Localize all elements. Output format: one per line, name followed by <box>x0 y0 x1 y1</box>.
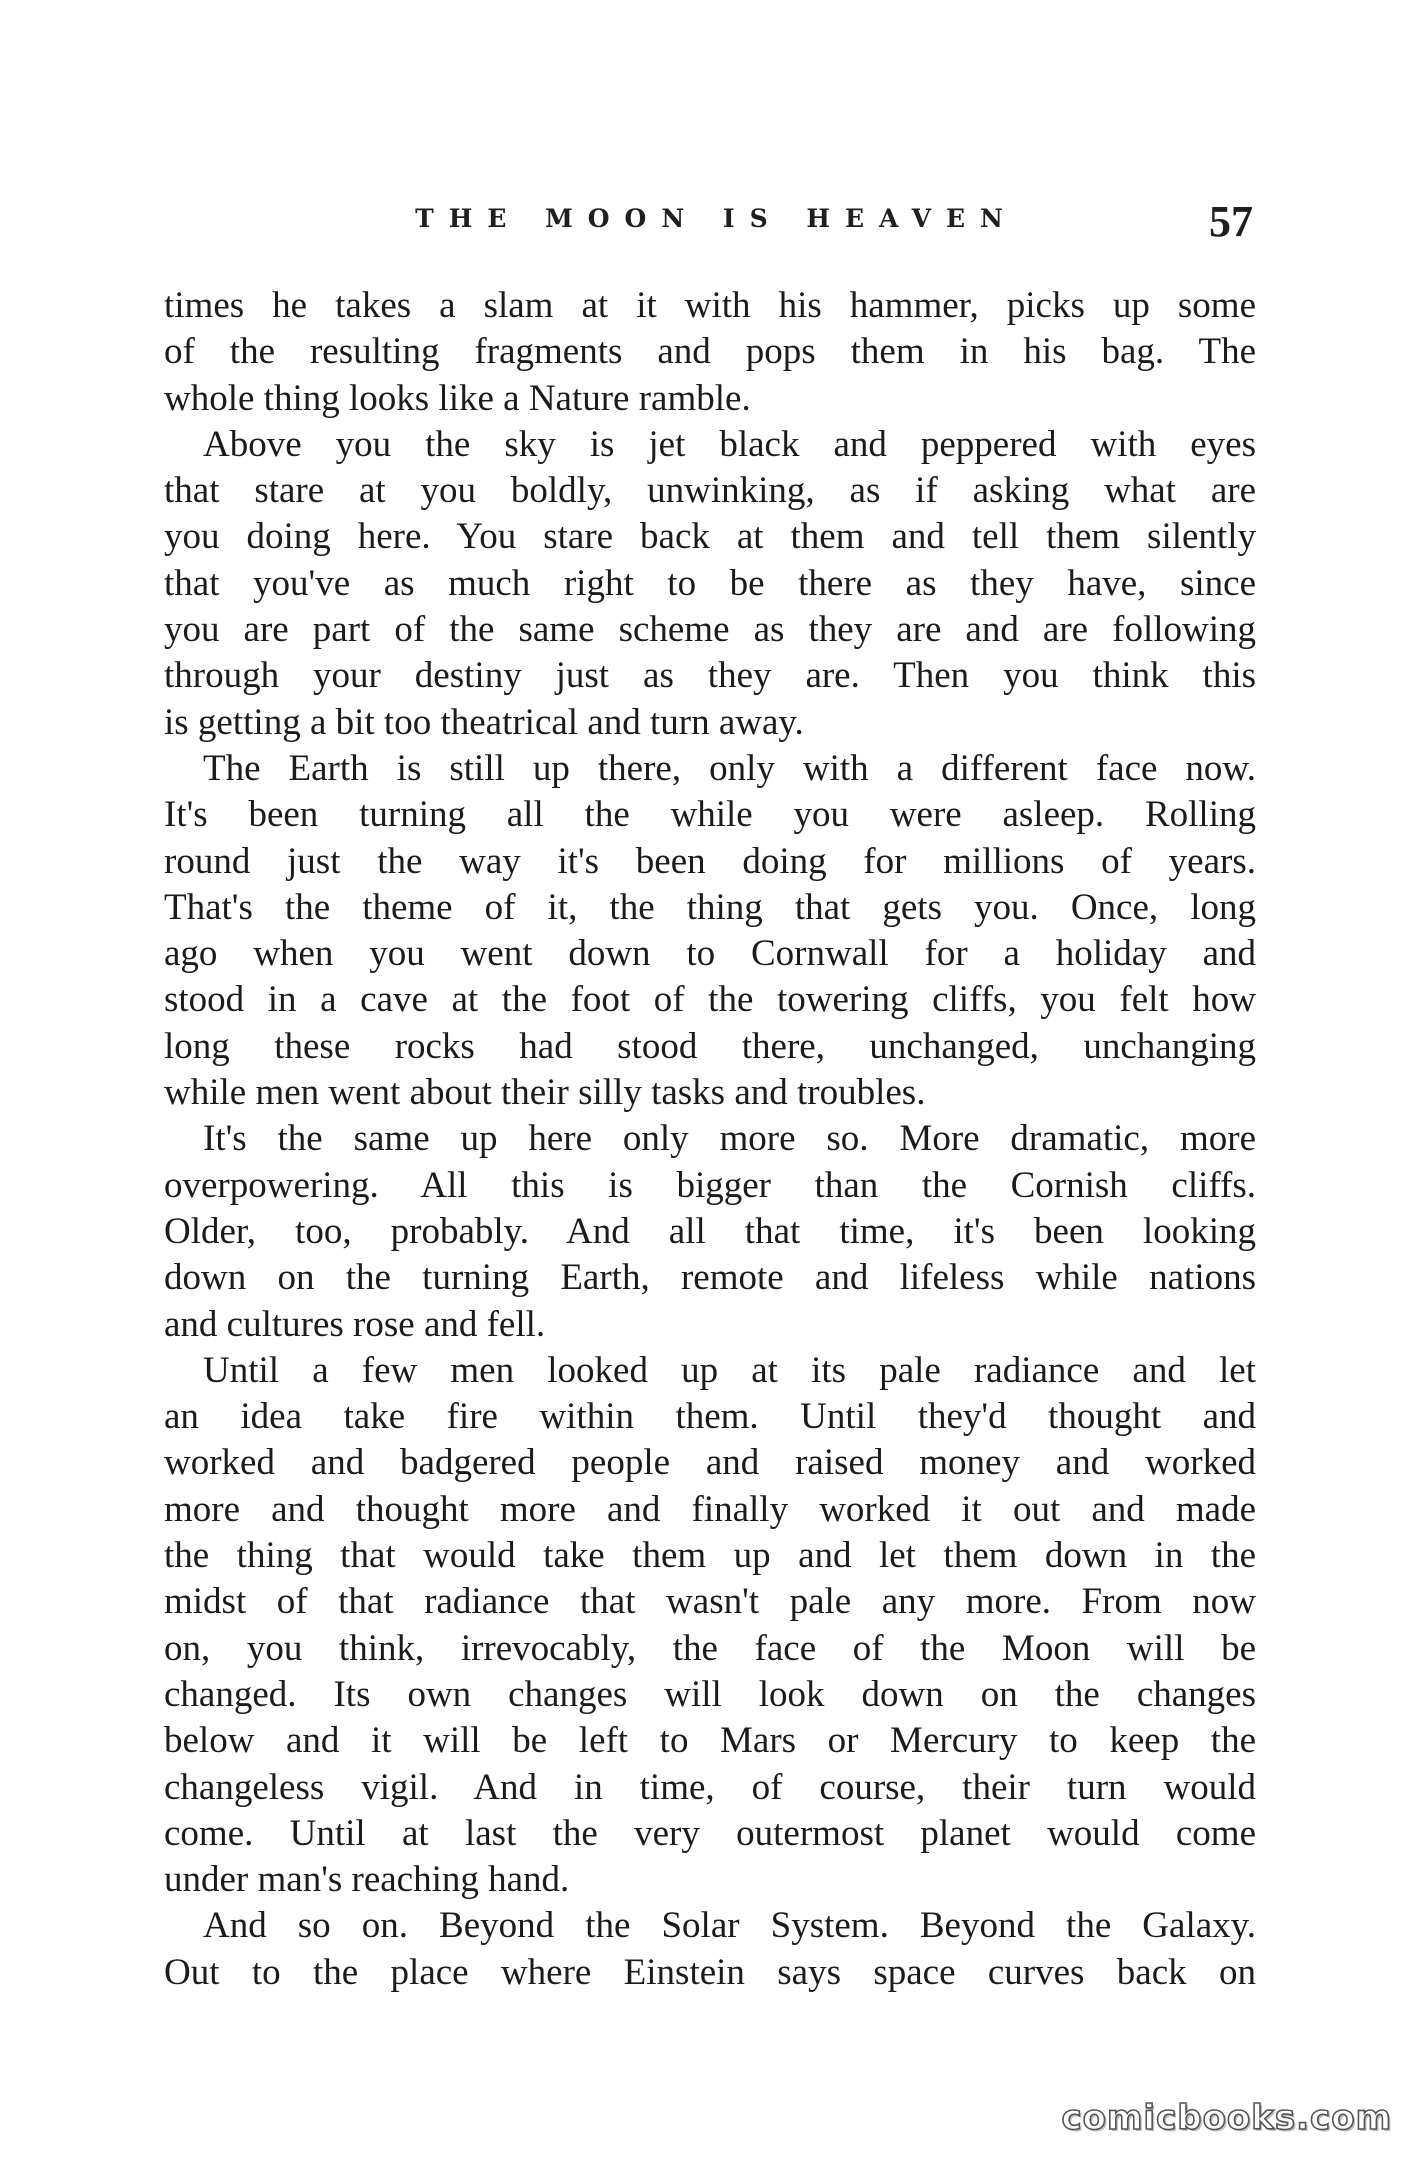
text-line: Older, too, probably. And all that time, it's been looking <box>164 1210 1256 1252</box>
running-head <box>0 196 1418 256</box>
text-line: midst of that radiance that wasn't pale any more. From now <box>164 1581 1256 1623</box>
text-line: It's the same up here only more so. More dramatic, more <box>203 1118 1256 1160</box>
text-line: you doing here. You stare back at them and tell them silently <box>164 516 1256 558</box>
text-line: Out to the place where Einstein says space curves back on <box>164 1951 1256 1993</box>
text-line: down on the turning Earth, remote and lifeless while nations <box>164 1257 1256 1299</box>
text-line: below and it will be left to Mars or Mercury to keep the <box>164 1720 1256 1762</box>
text-line: of the resulting fragments and pops them in his bag. The <box>164 331 1256 373</box>
text-line: whole thing looks like a Nature ramble. <box>164 377 751 419</box>
text-line: And so on. Beyond the Solar System. Beyond the Galaxy. <box>203 1905 1256 1947</box>
text-line: round just the way it's been doing for millions of years. <box>164 840 1256 882</box>
text-line: overpowering. All this is bigger than the Cornish cliffs. <box>164 1164 1256 1206</box>
text-line: worked and badgered people and raised money and worked <box>164 1442 1256 1484</box>
text-line: Above you the sky is jet black and peppered with eyes <box>203 423 1256 465</box>
running-title: THE MOON IS HEAVEN <box>415 204 1018 233</box>
text-line: The Earth is still up there, only with a different face now. <box>203 747 1256 789</box>
text-line: more and thought more and finally worked it out and made <box>164 1488 1256 1530</box>
text-line: and cultures rose and fell. <box>164 1303 546 1345</box>
body-text <box>164 283 1256 1996</box>
text-line: It's been turning all the while you were asleep. Rolling <box>164 794 1256 836</box>
text-line: ago when you went down to Cornwall for a holiday and <box>164 933 1256 975</box>
text-line: through your destiny just as they are. Then you think this <box>164 655 1256 697</box>
text-line: times he takes a slam at it with his hammer, picks up some <box>164 285 1256 326</box>
text-line: long these rocks had stood there, unchanged, unchanging <box>164 1025 1256 1067</box>
text-line: an idea take fire within them. Until they'd thought and <box>164 1396 1256 1438</box>
text-line: under man's reaching hand. <box>164 1859 570 1901</box>
page-number: 57 <box>1209 197 1253 246</box>
text-line: while men went about their silly tasks and troubles. <box>164 1072 926 1114</box>
text-line: That's the theme of it, the thing that gets you. Once, long <box>164 886 1256 928</box>
text-line: on, you think, irrevocably, the face of the Moon will be <box>164 1627 1256 1669</box>
text-line: you are part of the same scheme as they are and are following <box>164 609 1256 651</box>
text-line: is getting a bit too theatrical and turn away. <box>164 701 804 743</box>
text-line: the thing that would take them up and let them down in the <box>164 1535 1256 1577</box>
text-line: changeless vigil. And in time, of course, their turn would <box>164 1766 1256 1808</box>
text-line: changed. Its own changes will look down on the changes <box>164 1673 1256 1715</box>
watermark: comicbooks.com <box>1061 2098 1392 2138</box>
text-line: stood in a cave at the foot of the towering cliffs, you felt how <box>164 979 1256 1021</box>
text-line: Until a few men looked up at its pale radiance and let <box>203 1349 1256 1391</box>
text-line: that stare at you boldly, unwinking, as if asking what are <box>164 470 1256 512</box>
text-line: come. Until at last the very outermost planet would come <box>164 1812 1256 1854</box>
text-line: that you've as much right to be there as they have, since <box>164 562 1256 604</box>
